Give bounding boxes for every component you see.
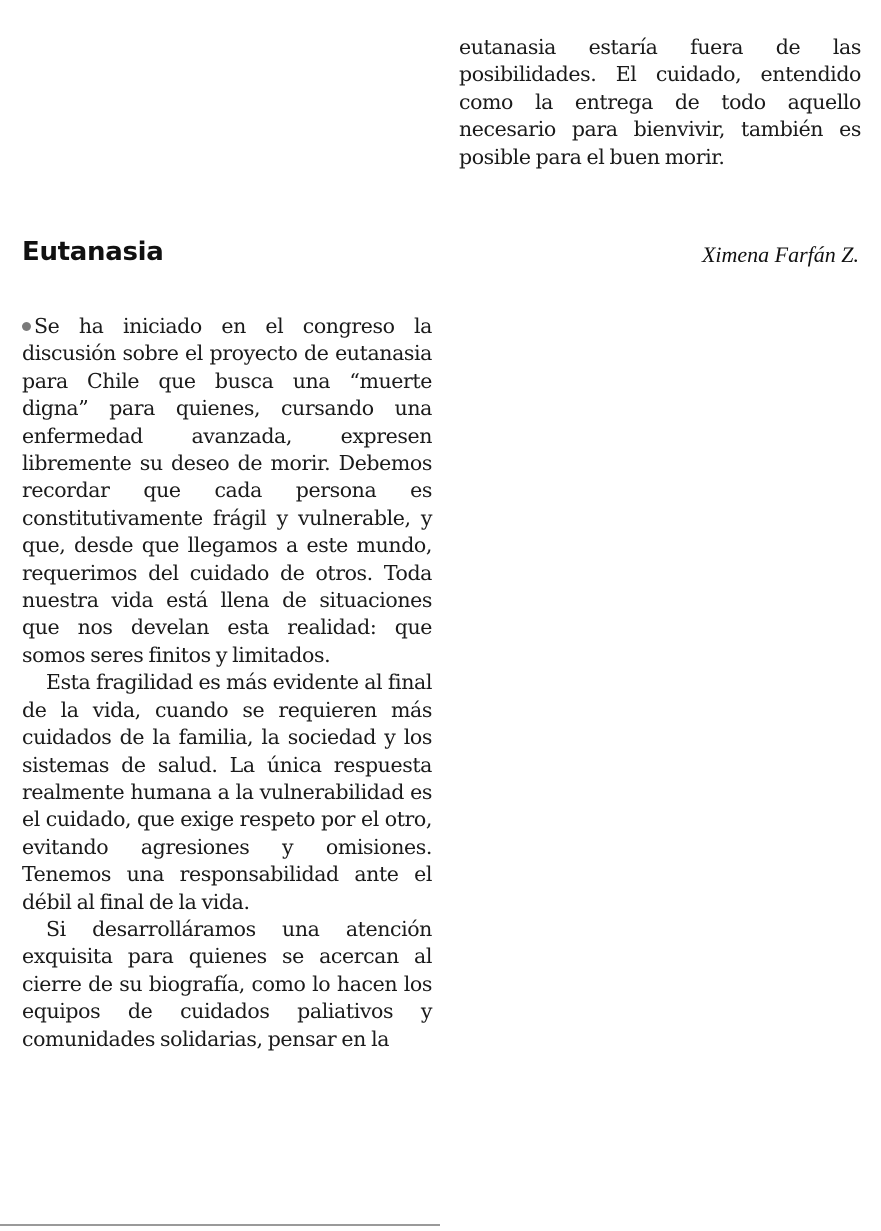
column-divider xyxy=(0,1224,440,1226)
continued-column xyxy=(459,34,861,171)
paragraph-text: Se ha iniciado en el congreso la discusión sobre el proyecto de eutanasia para Chile que busca una “muerte digna” para quienes, cursando una enfermedad avanzada, expresen libremente su deseo de morir. Debemos recordar que cada persona es constitutivamente frágil y vulnerable, y que, desde que llegamos a este mundo, requerimos del cuidado de otros. Toda nuestra vida está llena de situaciones que nos develan esta realidad: que somos seres finitos y limitados. xyxy=(22,314,432,667)
article-author: Ximena Farfán Z. xyxy=(701,242,859,267)
article-paragraph: Esta fragilidad es más evidente al final de la vida, cuando se requieren más cuidados de la familia, la sociedad y los sistemas de salud. La única respuesta realmente humana a la vulnerabilidad es el cuidado, que exige respeto por el otro, evitando agresiones y omisiones. Tenemos una responsabilidad ante el débil al final de la vida. xyxy=(22,670,432,914)
continued-paragraph: eutanasia estaría fuera de las posibilidades. El cuidado, entendido como la entrega de todo aquello necesario para bienvivir, también es posible para el buen morir. xyxy=(459,35,861,169)
article-paragraph xyxy=(22,313,432,669)
article-title: Eutanasia xyxy=(22,237,164,267)
article-body xyxy=(22,313,432,1053)
article-paragraph: Si desarrolláramos una atención exquisita para quienes se acercan al cierre de su biografía, como lo hacen los equipos de cuidados paliativos y comunidades solidarias, pensar en la xyxy=(22,916,432,1051)
bullet-icon xyxy=(22,322,31,331)
